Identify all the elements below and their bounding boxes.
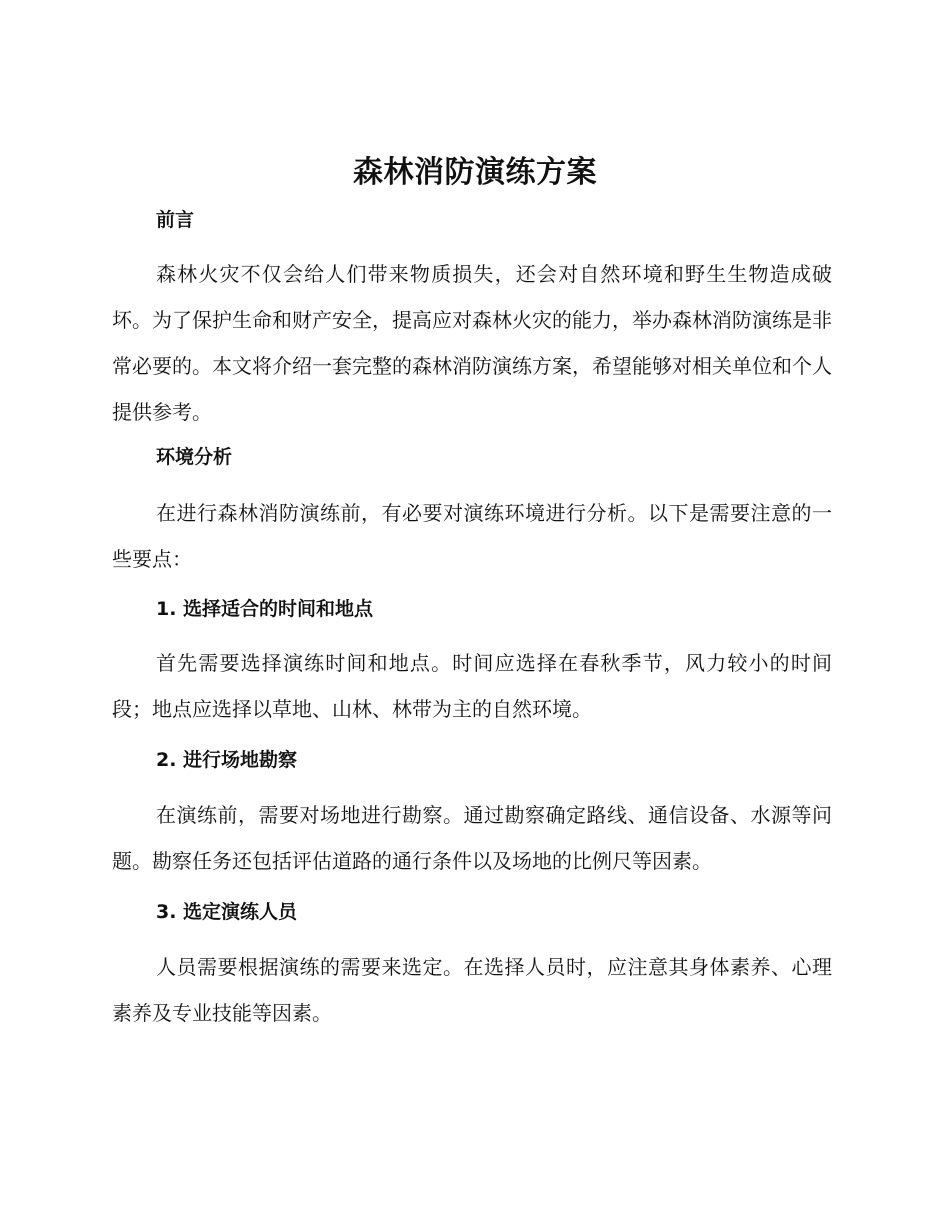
section-paragraph-select-personnel: 人员需要根据演练的需要来选定。在选择人员时，应注意其身体素养、心理素养及专业技能等因素。 bbox=[112, 955, 832, 1025]
document-title: 森林消防演练方案 bbox=[353, 155, 597, 190]
section-paragraph-environment-analysis: 在进行森林消防演练前，有必要对演练环境进行分析。以下是需要注意的一些要点： bbox=[112, 501, 832, 571]
section-heading-environment-analysis: 环境分析 bbox=[156, 446, 233, 468]
section-heading-preface: 前言 bbox=[156, 209, 195, 231]
section-paragraph-site-survey: 在演练前，需要对场地进行勘察。通过勘察确定路线、通信设备、水源等问题。勘察任务还包括评估道路的通行条件以及场地的比例尺等因素。 bbox=[112, 803, 832, 873]
section-paragraph-time-and-place: 首先需要选择演练时间和地点。时间应选择在春秋季节，风力较小的时间段；地点应选择以草地、山林、林带为主的自然环境。 bbox=[112, 651, 832, 721]
section-paragraph-preface: 森林火灾不仅会给人们带来物质损失，还会对自然环境和野生生物造成破坏。为了保护生命和财产安全，提高应对森林火灾的能力，举办森林消防演练是非常必要的。本文将介绍一套完整的森林消防演练方案，希望能够对相关单位和个人提供参考。 bbox=[112, 262, 832, 424]
section-heading-select-personnel: 3. 选定演练人员 bbox=[156, 901, 298, 923]
section-heading-site-survey: 2. 进行场地勘察 bbox=[156, 749, 298, 771]
section-heading-time-and-place: 1. 选择适合的时间和地点 bbox=[156, 598, 374, 620]
